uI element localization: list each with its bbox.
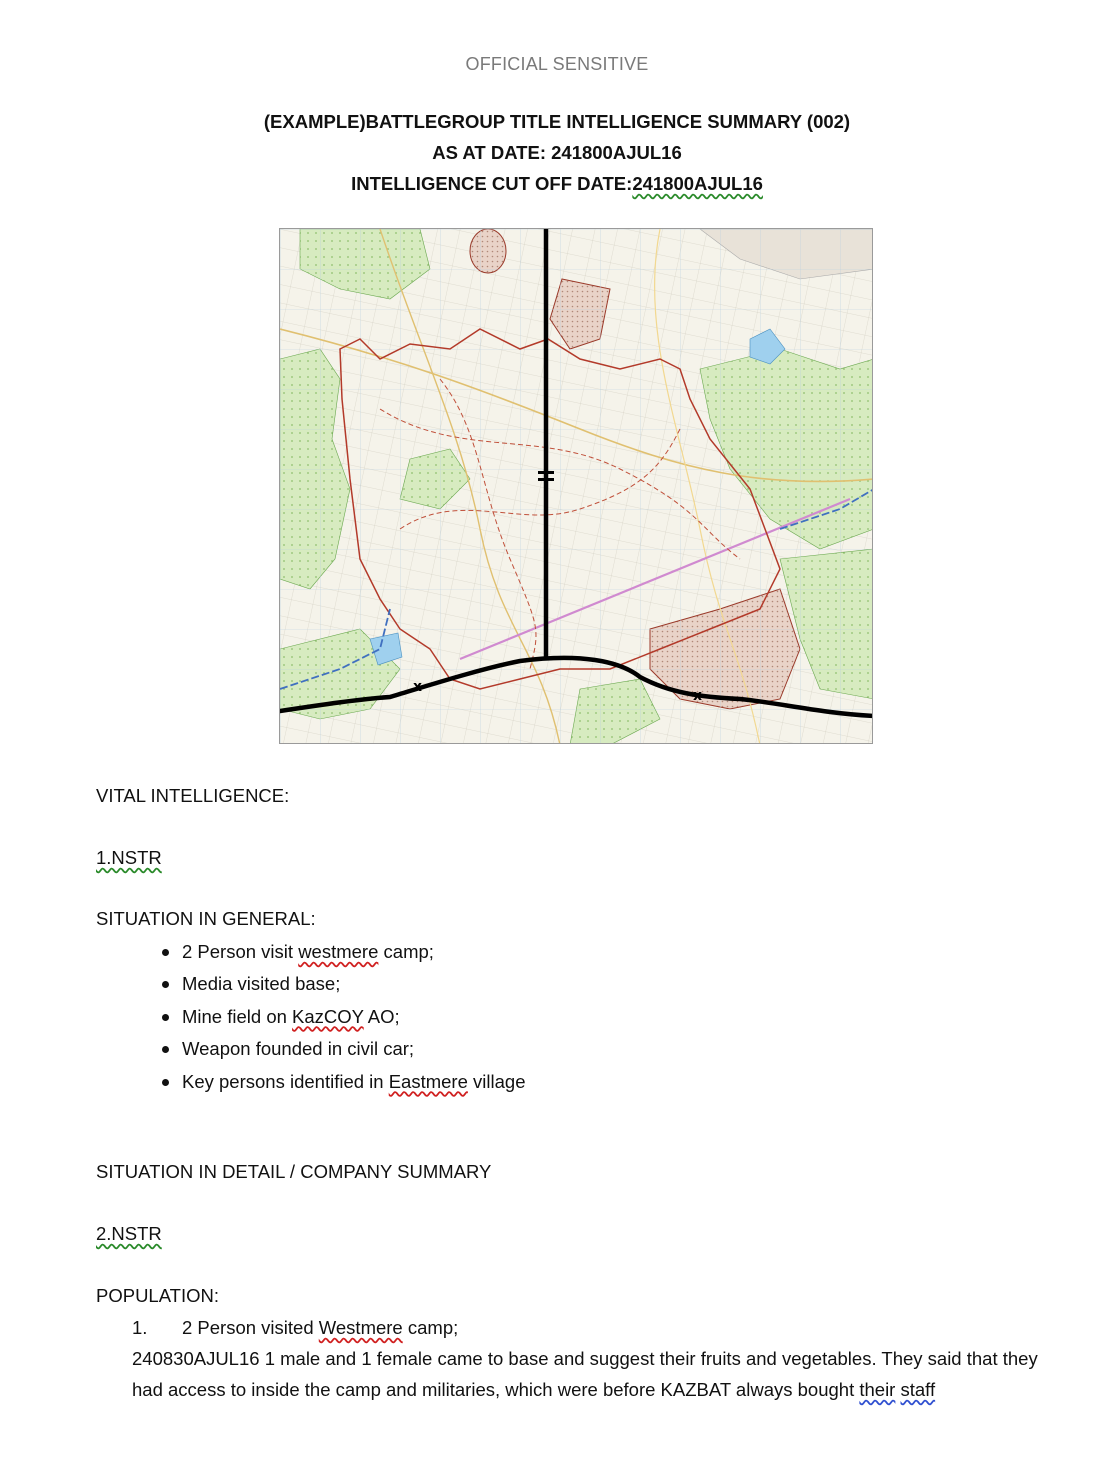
- document-title: (EXAMPLE)BATTLEGROUP TITLE INTELLIGENCE SUMMARY (002): [263, 111, 851, 132]
- crossing-point-marker-east: x: [693, 688, 703, 704]
- population-heading: POPULATION:: [96, 1285, 220, 1306]
- crossing-point-marker-west: x: [413, 679, 423, 695]
- list-item: Mine field on KazCOY AO;: [160, 1001, 525, 1033]
- population-item-title: 1. 2 Person visited Westmere camp;: [132, 1312, 1052, 1343]
- vital-intelligence-item: 1.NSTR: [96, 847, 162, 868]
- population-item-detail: 240830AJUL16 1 male and 1 female came to base and suggest their fruits and vegetables. They said that they had access to inside the camp and militaries, which were before KAZBAT always bought their staff: [132, 1348, 1038, 1400]
- situation-general-heading: SITUATION IN GENERAL:: [96, 908, 316, 929]
- cut-off-date-label: INTELLIGENCE CUT OFF DATE:: [351, 173, 633, 194]
- population-item-number: 1.: [132, 1317, 148, 1338]
- area-of-operations-map: [279, 228, 873, 744]
- list-item: Key persons identified in Eastmere village: [160, 1066, 525, 1098]
- classification-marking: OFFICIAL SENSITIVE: [465, 54, 649, 74]
- sector-boundary-marker: =: [545, 487, 547, 488]
- list-item: Weapon founded in civil car;: [160, 1033, 525, 1065]
- population-item: [132, 1312, 1052, 1405]
- document-title-block: [0, 106, 1114, 199]
- list-item: 2 Person visit westmere camp;: [160, 936, 525, 968]
- cut-off-date: [0, 168, 1114, 199]
- list-item: Media visited base;: [160, 968, 525, 1000]
- situation-detail-heading: SITUATION IN DETAIL / COMPANY SUMMARY: [96, 1161, 492, 1182]
- as-at-date: AS AT DATE: 241800AJUL16: [432, 142, 682, 163]
- cut-off-date-value: 241800AJUL16: [632, 173, 763, 194]
- vital-intelligence-heading: VITAL INTELLIGENCE:: [96, 785, 290, 806]
- situation-detail-item: 2.NSTR: [96, 1223, 162, 1244]
- situation-general-list: [160, 936, 525, 1098]
